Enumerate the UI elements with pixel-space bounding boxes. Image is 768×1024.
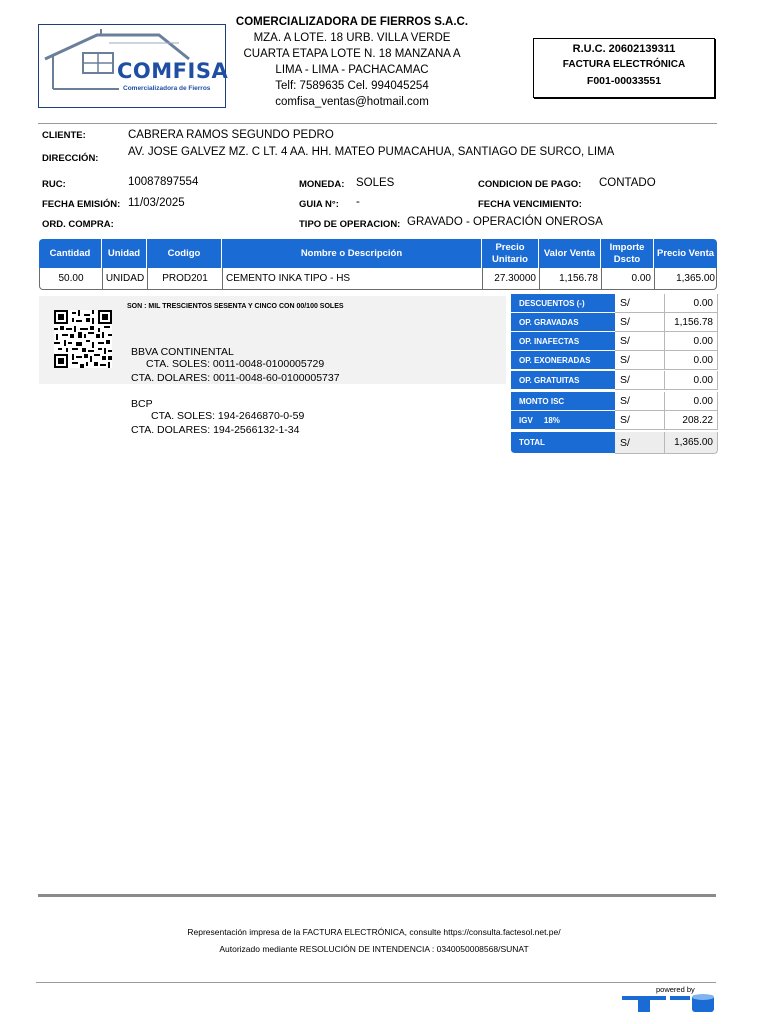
bbva-account-soles: CTA. SOLES: 0011-0048-0100005729	[146, 358, 325, 370]
moneda-label: MONEDA:	[299, 179, 345, 190]
col-descripcion: Nombre o Descripción	[222, 239, 482, 268]
totals-row-inafectas	[511, 332, 718, 351]
direccion-label: DIRECCIÓN:	[42, 153, 99, 164]
company-address-3: LIMA - LIMA - PACHACAMAC	[275, 64, 429, 76]
cell-cantidad: 50.00	[40, 268, 103, 289]
cliente-label: CLIENTE:	[42, 130, 86, 141]
totals-row-gravadas	[511, 313, 718, 332]
col-importe-dscto: Importe Dscto	[601, 239, 654, 268]
company-email: comfisa_ventas@hotmail.com	[275, 96, 429, 108]
totals-row-total	[511, 432, 718, 454]
header-divider	[38, 123, 717, 124]
document-type: FACTURA ELECTRÓNICA	[562, 59, 686, 70]
col-cantidad: Cantidad	[39, 239, 102, 268]
totals-label: OP. INAFECTAS	[511, 332, 615, 351]
bcp-bank-name: BCP	[131, 398, 153, 410]
amount-in-words: SON : MIL TRESCIENTOS SESENTA Y CINCO CON 00/100 SOLES	[127, 303, 344, 310]
company-phones: Telf: 7589635 Cel. 994045254	[275, 80, 429, 92]
cell-unidad: UNIDAD	[103, 268, 148, 289]
cliente-value: CABRERA RAMOS SEGUNDO PEDRO	[128, 129, 334, 141]
bbva-bank-name: BBVA CONTINENTAL	[131, 346, 234, 358]
logo-wordmark: COMFISA	[117, 59, 229, 83]
footer-legal-line-1: Representación impresa de la FACTURA ELECTRÓNICA, consulte https://consulta.factesol.net.pe/	[187, 927, 561, 937]
powered-by-label: powered by	[656, 985, 695, 994]
company-logo	[38, 24, 229, 108]
totals-label: MONTO ISC	[511, 392, 615, 411]
totals-currency: S/	[615, 351, 665, 370]
totals-currency: S/	[615, 332, 665, 351]
totals-value: 0.00	[665, 351, 718, 370]
totals-currency: S/	[615, 392, 665, 411]
totals-row-isc	[511, 392, 718, 411]
condicion-label: CONDICION DE PAGO:	[478, 179, 582, 190]
totals-row-igv	[511, 411, 718, 430]
footer-divider	[38, 894, 716, 897]
totals-value: 1,365.00	[665, 432, 718, 454]
bbva-account-dolares: CTA. DOLARES: 0011-0048-60-0100005737	[131, 372, 340, 384]
tipo-operacion-value: GRAVADO - OPERACIÓN ONEROSA	[407, 216, 603, 228]
totals-label: DESCUENTOS (-)	[511, 294, 615, 313]
totals-row-descuentos	[511, 294, 718, 313]
fecha-emision-label: FECHA EMISIÓN:	[42, 199, 121, 210]
totals-label: OP. GRAVADAS	[511, 313, 615, 332]
moneda-value: SOLES	[356, 177, 395, 189]
issuer-ruc: R.U.C. 20602139311	[572, 43, 676, 55]
company-name: COMERCIALIZADORA DE FIERROS S.A.C.	[235, 16, 469, 28]
company-address-1: MZA. A LOTE. 18 URB. VILLA VERDE	[253, 32, 451, 44]
col-codigo: Codigo	[147, 239, 222, 268]
ruc-value: 10087897554	[128, 176, 199, 188]
footer-legal-line-2: Autorizado mediante RESOLUCIÓN DE INTENDENCIA : 0340050008568/SUNAT	[219, 944, 529, 954]
totals-row-exoneradas	[511, 351, 718, 370]
totals-label: OP. GRATUITAS	[511, 371, 615, 390]
cell-importe-dscto: 0.00	[602, 268, 655, 289]
col-valor-venta: Valor Venta	[539, 239, 601, 268]
cell-valor-venta: 1,156.78	[540, 268, 602, 289]
logo-subtitle: Comercializadora de Fierros	[123, 85, 211, 92]
totals-label: OP. EXONERADAS	[511, 351, 615, 370]
items-table-header	[39, 239, 717, 268]
totals-label: TOTAL	[511, 432, 615, 454]
cell-descripcion: CEMENTO INKA TIPO - HS	[223, 268, 483, 289]
ruc-label: RUC:	[42, 179, 66, 190]
totals-label: IGV 18%	[511, 411, 615, 430]
tipo-operacion-label: TIPO DE OPERACION:	[299, 219, 401, 230]
totals-currency: S/	[615, 432, 665, 454]
document-number: F001-00033551	[586, 75, 662, 87]
company-address-2: CUARTA ETAPA LOTE N. 18 MANZANA A	[243, 48, 461, 60]
totals-currency: S/	[615, 411, 665, 430]
totals-currency: S/	[615, 294, 665, 313]
totals-value: 0.00	[665, 294, 718, 313]
table-row	[39, 268, 717, 290]
condicion-value: CONTADO	[599, 177, 656, 189]
totals-value: 208.22	[665, 411, 718, 430]
col-precio-venta: Precio Venta	[656, 247, 715, 259]
totals-currency: S/	[615, 371, 665, 390]
document-id-box	[533, 38, 715, 98]
qr-code-icon	[54, 310, 112, 368]
orden-compra-label: ORD. COMPRA:	[42, 219, 114, 230]
footer-bottom-line	[36, 982, 716, 983]
bcp-account-soles: CTA. SOLES: 194-2646870-0-59	[151, 410, 305, 422]
guia-value: -	[356, 196, 360, 208]
totals-value: 0.00	[665, 371, 718, 390]
direccion-value: AV. JOSE GALVEZ MZ. C LT. 4 AA. HH. MATEO PUMACAHUA, SANTIAGO DE SURCO, LIMA	[128, 146, 615, 158]
totals-value: 0.00	[665, 392, 718, 411]
cell-codigo: PROD201	[148, 268, 223, 289]
col-unidad: Unidad	[102, 239, 147, 268]
guia-label: GUIA N°:	[299, 199, 339, 210]
cell-precio-unitario: 27.30000	[483, 268, 540, 289]
totals-value: 1,156.78	[665, 313, 718, 332]
totals-currency: S/	[615, 313, 665, 332]
bcp-account-dolares: CTA. DOLARES: 194-2566132-1-34	[131, 424, 300, 436]
totals-row-gratuitas	[511, 371, 718, 390]
col-precio-unitario: Precio Unitario	[482, 239, 539, 268]
vendor-logo-icon	[622, 994, 716, 1014]
totals-value: 0.00	[665, 332, 718, 351]
fecha-emision-value: 11/03/2025	[128, 197, 185, 209]
cell-precio-venta: 1,365.00	[676, 273, 715, 284]
fecha-vencimiento-label: FECHA VENCIMIENTO:	[478, 199, 582, 210]
company-info	[228, 14, 476, 110]
